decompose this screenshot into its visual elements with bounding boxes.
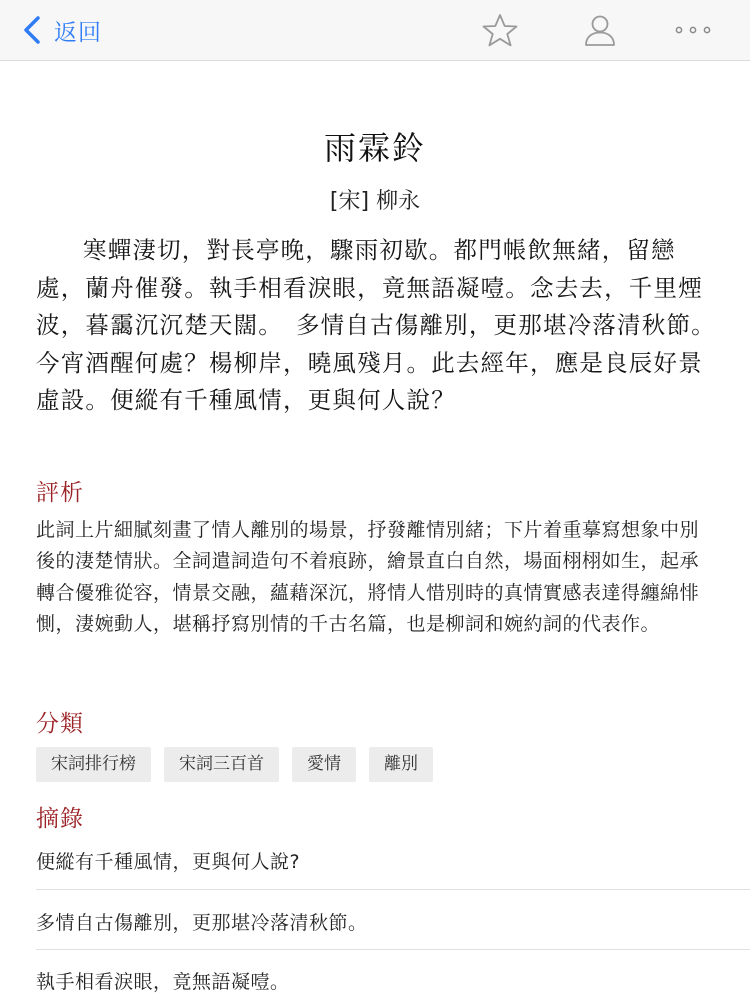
excerpt-item[interactable]: 便縱有千種風情，更與何人說? (36, 851, 301, 873)
category-tag[interactable]: 宋詞排行榜 (36, 747, 151, 782)
profile-button[interactable] (578, 10, 622, 50)
person-icon (582, 13, 618, 47)
categories-heading: 分類 (36, 711, 84, 737)
navigation-bar (0, 0, 750, 61)
analysis-heading: 評析 (36, 480, 84, 506)
more-button[interactable] (671, 10, 715, 50)
category-tag[interactable]: 離別 (369, 747, 433, 782)
back-label: 返回 (54, 19, 102, 46)
poem-author: [宋] 柳永 (329, 189, 421, 214)
category-tag[interactable]: 愛情 (292, 747, 356, 782)
category-tag[interactable]: 宋詞三百首 (164, 747, 279, 782)
poem-text: 寒蟬淒切，對長亭晚，驟雨初歇。都門帳飲無緒，留戀處，蘭舟催發。執手相看淚眼，竟無語凝噎。念去去，千里煙波，暮靄沉沉楚天闊。 多情自古傷離別，更那堪冷落清秋節。今宵酒醒何處？楊柳岸，曉風殘月。此去經年，應是良辰好景虛設。便縱有千種風情，更與何人說？ (36, 236, 716, 414)
more-icon (673, 24, 713, 36)
divider (36, 889, 750, 890)
analysis-text: 此詞上片細膩刻畫了情人離別的場景，抒發離情別緒；下片着重摹寫想象中別後的淒楚情狀。全詞遣詞造句不着痕跡，繪景直白自然，場面栩栩如生，起承轉合優雅從容，情景交融，蘊藉深沉，將情人惜別時的真情實感表達得纏綿悱惻，淒婉動人，堪稱抒寫別情的千古名篇，也是柳詞和婉約詞的代表作。 (36, 519, 700, 635)
back-button[interactable] (20, 12, 102, 48)
poem-title: 雨霖鈴 (323, 129, 426, 167)
category-tags (36, 747, 433, 782)
excerpts-heading: 摘錄 (36, 806, 84, 832)
excerpt-item[interactable]: 多情自古傷離別，更那堪冷落清秋節。 (36, 912, 368, 934)
chevron-left-icon (20, 15, 44, 45)
excerpt-item[interactable]: 執手相看淚眼，竟無語凝噎。 (36, 971, 290, 993)
star-icon (480, 13, 520, 47)
favorite-button[interactable] (478, 10, 522, 50)
divider (36, 949, 750, 950)
